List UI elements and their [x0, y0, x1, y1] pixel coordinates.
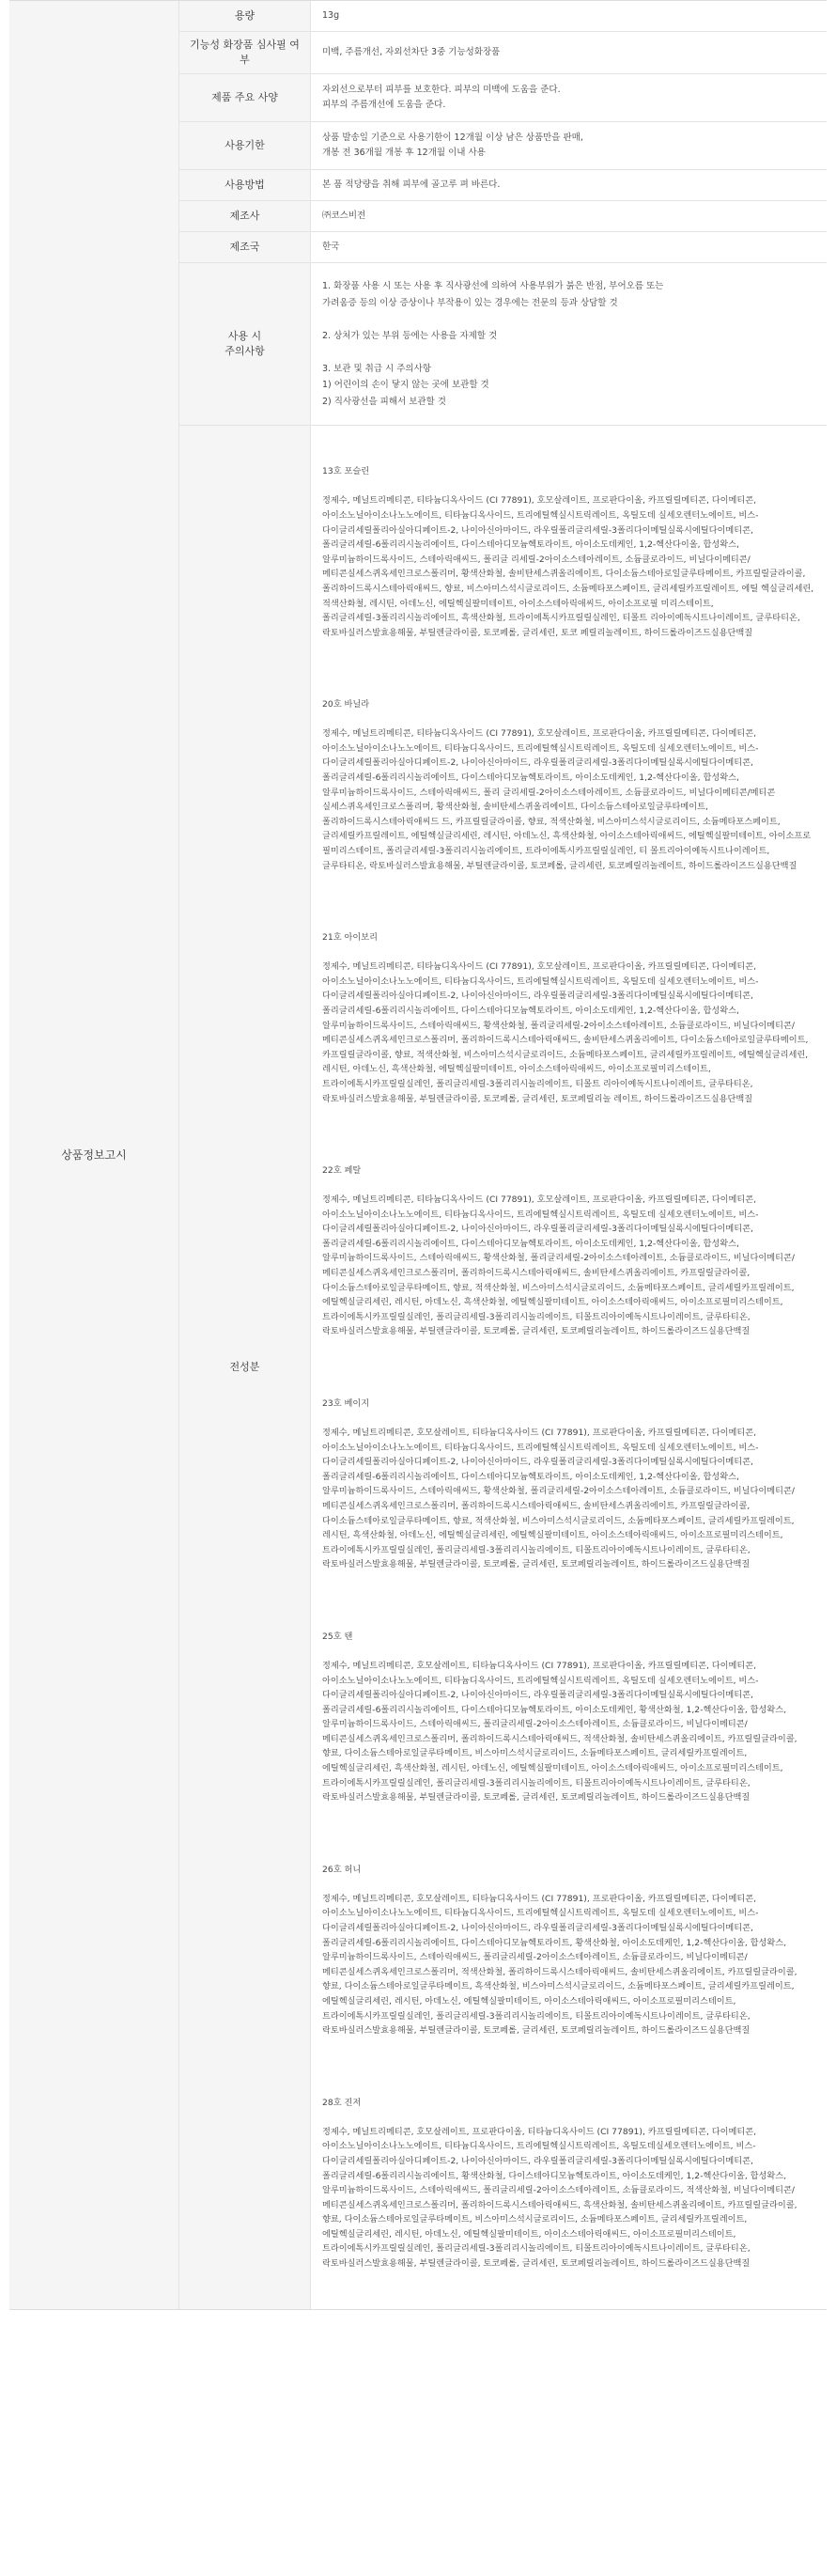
row-label: 사용방법 [179, 170, 311, 200]
row-value: 미백, 주름개선, 자외선차단 3중 기능성화장품 [322, 47, 501, 57]
shade-name: 23호 베이지 [322, 1397, 370, 1409]
row-value: 상품 발송일 기준으로 사용기한이 12개월 이상 남은 상품만을 판매, 개봉 전 36개월 개봉 후 12개월 이내 사용 [322, 133, 583, 158]
row-value: 13g [322, 10, 340, 21]
row-label: 기능성 화장품 심사필 여부 [179, 32, 311, 73]
row-caution [179, 263, 827, 426]
row-value: 자외선으로부터 피부를 보호한다. 피부의 미백에 도움을 준다. 피부의 주름개선에 도움을 준다. [322, 85, 561, 110]
ingredient-text: 정제수, 메닐트리메티콘, 티타늄디옥사이드 (CI 77891), 호모살레이트, 프로판다이올, 카프릴릴메티콘, 다이메티콘, 아이소노닐아이소나노노에이트, 티타늄디옥사이드, 트리에틸헥실시트릭레이트, 옥틸도데 실세오렌터노에이트, 비스-다이글리세릴폴리아실아디페이트-2, 나이아신아마이드, 라우릴폴리글리세릴-3폴리다이메틸실록시에틸다이메티콘, 폴리글리세릴-6폴리리시놀리에이트, 다이스테아디모늄헥토라이트, 아이소도데케인, 1,2-헥산다이올, 합성왁스, 알루미늄하이드록사이드, 스테아릭애씨드, 황색산화철, 폴리글리세릴-2아이소스테아레이트, 소듐클로라이드, 비닐다이메티콘/메티콘실세스퀴옥세인크로스폴리머, 폴리하이드록시스테아릭애씨드, 솔비탄세스퀴올리에이트, 카프릴릴글라이콜, 다이소듐스테아로일글루타메이트, 향료, 적색산화철, 비스아미스석시글로리이드, 소듐메타포스페이트, 글리세릴카프릴레이트, 에틸헥실글리세린, 레시틴, 아데노신, 흑색산화철, 에틸헥실팔미테이트, 아이소스테아릭애씨드, 아이소프로필미리스테이트, 트라이에톡시카프릴릴실레인, 폴리글리세릴-3폴리리시놀리에이트, 티몰트리아이예독시트나이레이트, 글루타티온, 락토바실러스발효용해물, 부틸렌글라이콜, 토코페롤, 글리세린, 토코페릴리놀레이트, 하이드롤라이즈드실용단백질 [322, 1194, 795, 1337]
row-label: 제조국 [179, 232, 311, 262]
shade-name: 21호 아이보리 [322, 932, 378, 943]
row-expiry [179, 122, 827, 170]
row-value: ㈜코스비전 [322, 211, 366, 221]
row-value: 한국 [322, 242, 340, 252]
ingredient-block [322, 2081, 815, 2286]
ingredient-text: 정제수, 메닐트리메티콘, 티타늄디옥사이드 (CI 77891), 호모살레이트, 프로판다이올, 카프릴릴메티콘, 다이메티콘, 아이소노닐아이소나노노에이트, 티타늄디옥사이드, 트리에틸헥실시트릭레이트, 옥틸도데 실세오렌터노에이트, 비스-다이글리세릴폴리아실아디페이트-2, 나이아신아마이드, 라우릴폴리글리세릴-3폴리다이메틸실록시에틸다이메티콘, 폴리글리세릴-6폴리리시놀리에이트, 다이스테아디모늄헥토라이트, 아이소도데케인, 1,2-헥산다이올, 합성왁스, 알루미늄하이드록사이드, 스테아릭애씨드, 황색산화철, 폴리글리세릴-2아이소스테아레이트, 소듐클로라이드, 비닐다이메티콘/메티콘실세스퀴옥세인크로스폴리머, 폴리하이드록시스테아릭애씨드, 솔비탄세스퀴올리에이트, 다이소듐스테아로일글루타메이트, 카프릴릴글라이콜, 향료, 적색산화철, 비스아미스석시글로리이드, 소듐메타포스페이트, 글리세릴카프릴레이트, 에틸헥실글리세린, 레시틴, 아데노신, 흑색산화철, 에틸헥실팔미테이트, 아이소스테아릭애씨드, 아이소프로필미리스테이트, 트라이에톡시카프릴릴실레인, 폴리글리세릴-3폴리리시놀리에이트, 티몰트 리아이예독시트나이레이트, 글루타티온, 락토바실러스발효용해물, 부틸렌글라이콜, 토코페롤, 글리세린, 토코페릴리놀 레이트, 하이드롤라이즈드실용단백질 [322, 961, 809, 1104]
ingredient-text: 정제수, 메닐트리메티콘, 호모살레이트, 프로판다이올, 티타늄디옥사이드 (CI 77891), 카프릴릴메티콘, 다이메티콘, 아이소노닐아이소나노노에이트, 티타늄디옥사이드, 트리에틸헥실시트릭레이트, 옥틸도데실세오렌터노에이트, 비스-다이글리세릴폴리아실아디페이트-2, 나이아신아마이드, 라우릴폴리글리세릴-3폴리다이메틸실록시에틸다이메티콘, 폴리글리세릴-6폴리리시놀리에이트, 황색산화철, 다이스테아디모늄헥토라이트, 아이소도데케인, 1,2-헥산다이올, 합성왁스, 알루미늄하이드록사이드, 스테아릭애씨드, 폴리글리세릴-2아이소스테아레이트, 소듐클로라이드, 적색산화철, 비닐다이메티콘/메티콘실세스퀴옥세인크로스폴리머, 폴리하이드록시스테아릭애씨드, 흑색산화철, 솔비탄세스퀴올리에이트, 카프릴릴글라이콜, 향료, 다이소듐스테아로일글루타메이트, 비스아미스석시글로리이드, 소듐메타포스페이트, 글리세릴카프릴레이트, 에틸헥실글리세린, 레시틴, 아데노신, 에틸헥실팔미테이트, 아이소스테아릭애씨드, 아이소프로필미리스테이트, 트라이에톡시카프릴릴실레인, 폴리글리세릴-3폴리리시놀리에이트, 티몰트리아이예독시트나이레이트, 글루타티온, 락토바실러스발효용해물, 부틸렌글라이콜, 토코페롤, 글리세린, 토코페릴리놀레이트, 하이드롤라이즈드실용단백질 [322, 2126, 797, 2270]
ingredient-block [322, 1848, 815, 2053]
ingredient-block [322, 915, 815, 1120]
shade-name: 28호 진저 [322, 2097, 362, 2108]
ingredient-block [322, 1148, 815, 1353]
product-info-table [9, 0, 827, 2310]
ingredient-block [322, 683, 815, 888]
ingredients-list [311, 426, 827, 2309]
ingredient-text: 정제수, 메닐트리메티콘, 호모살레이트, 티타늄디옥사이드 (CI 77891), 프로판다이올, 카프릴릴메티콘, 다이메티콘, 아이소노닐아이소나노노에이트, 티타늄디옥사이드, 트리에틸헥실시트릭레이트, 옥틸도데 실세오렌터노에이트, 비스-다이글리세릴폴리아실아디페이트-2, 나이아신아마이드, 라우릴폴리글리세릴-3폴리다이메틸실록시에틸다이메티콘, 폴리글리세릴-6폴리리시놀리에이트, 다이스테아디모늄헥토라이트, 아이소도데케인, 황색산화철, 1,2-헥산다이올, 합성왁스, 알루미늄하이드록사이드, 스테아릭애씨드, 폴리글리세릴-2아이소스테아레이트, 소듐클로라이드, 비닐다이메티콘/메티콘실세스퀴옥세인크로스폴리머, 폴리하이드록시스테아릭애씨드, 적색산화철, 솔비탄세스퀴올리에이트, 카프릴릴글라이콜, 향료, 다이소듐스테아로일글루타메이트, 비스아미스석시글로리이드, 소듐메타포스페이트, 글리세릴카프릴레이트, 에틸헥실글리세린, 흑색산화철, 레시틴, 아데노신, 에틸헥실팔미테이트, 아이소스테아릭애씨드, 아이소프로필미리스테이트, 트라이에톡시카프릴릴실레인, 폴리글리세릴-3폴리리시놀리에이트, 티몰트리아이예독시트나이레이트, 글루타티온, 락토바실러스발효용해물, 부틸렌글라이콜, 토코페롤, 글리세린, 토코페릴리놀레이트, 하이드롤라이즈드실용단백질 [322, 1660, 797, 1803]
row-label: 전성분 [179, 426, 311, 2309]
row-capacity [179, 1, 827, 32]
ingredient-text: 정제수, 메닐트리메티콘, 호모살레이트, 티타늄디옥사이드 (CI 77891), 프로판다이올, 카프릴릴메티콘, 다이메티콘, 아이소노닐아이소나노노에이트, 티타늄디옥사이드, 트리에틸헥실시트릭레이트, 옥틸도데 실세오렌터노에이트, 비스-다이글리세릴폴리아실아디페이트-2, 나이아신아마이드, 라우릴폴리글리세릴-3폴리다이메틸실록시에틸다이메티콘, 폴리글리세릴-6폴리리시놀리에이트, 다이스테아디모늄헥토라이트, 아이소도데케인, 1,2-헥산다이올, 합성왁스, 알루미늄하이드록사이드, 스테아릭애씨드, 황색산화철, 폴리글리세릴-2아이소스테아레이트, 소듐클로라이드, 비닐다이메티콘/메티콘실세스퀴옥세인크로스폴리머, 폴리하이드록시스테아릭애씨드, 솔비탄세스퀴올리에이트, 카프릴릴글라이콜, 다이소듐스테아로일글루타메이트, 향료, 적색산화철, 비스아미스석시글로리이드, 소듐메타포스페이트, 글리세릴카프릴레이트, 레시틴, 흑색산화철, 아데노신, 에틸헥실글리세린, 에틸헥실팔미테이트, 아이소스테아릭애씨드, 아이소프로필미리스테이트, 트라이에톡시카프릴릴실레인, 폴리글리세릴-3폴리리시놀리에이트, 티몰트리아이예독시트나이레이트, 글루타티온, 락토바실러스발효용해물, 부틸렌글라이콜, 토코페롤, 글리세린, 토코페릴리놀레이트, 하이드롤라이즈드실용단백질 [322, 1428, 795, 1570]
row-country [179, 232, 827, 263]
shade-name: 22호 페탈 [322, 1164, 362, 1176]
ingredient-text: 정제수, 메닐트리메티콘, 티타늄디옥사이드 (CI 77891), 호모살레이트, 프로판다이올, 카프릴릴메티콘, 다이메티콘, 아이소노닐아이소나노노에이트, 티타늄디옥사이드, 트리에틸헥실시트릭레이트, 옥틸도데 실세오렌터노에이트, 비스-다이글리세릴폴리아실아디페이트-2, 나이아신아마이드, 라우릴폴리글리세릴-3폴리다이메틸실록시에틸다이메티콘, 폴리글리세릴-6폴리리시놀리에이트, 다이스테아디모늄헥토라이트, 아이소도데케인, 1,2-헥산다이올, 합성왁스, 알루미늄하이드록사이드, 스테아릭애씨드, 폴리 글리세릴-2아이소스테아레이트, 소듐클로라이드, 비닐다이메티콘/메티콘 실세스퀴옥세인크로스폴리머, 황색산화철, 솔비탄세스퀴올리에이트, 다이소듐스테아로일글루타메이트, 폴리하이드록시스테아릭애씨드 드, 카프릴릴글라이콜, 향료, 적색산화철, 비스아미스석시글로리이드, 소듐메타포스페이트, 글리세릴카프릴레이트, 에틸헥실글리세린, 레시틴, 아데노신, 흑색산화철, 아이소스테아릭애씨드, 에틸헥실팔미테이트, 아이소프로 필미리스테이트, 폴리글리세릴-3폴리리시놀리에이트, 트라이에톡시카프릴릴실레인, 티 몰트리아이예독시트나이레이트, 글루타티온, 락토바실러스발효용해물, 부틸렌글라이콜, 토코페롤, 글리세린, 토코페릴리놀레이트, 하이드롤라이즈드실용단백질 [322, 728, 812, 871]
info-rows [179, 1, 827, 2309]
row-label: 용량 [179, 1, 311, 31]
row-label: 사용 시 주의사항 [179, 263, 311, 425]
row-label: 제조사 [179, 201, 311, 231]
row-value: 본 품 적당량을 취해 피부에 골고루 펴 바른다. [322, 180, 501, 190]
row-ingredients [179, 426, 827, 2309]
row-main-spec [179, 74, 827, 122]
ingredient-text: 정제수, 메닐트리메티콘, 호모살레이트, 티타늄디옥사이드 (CI 77891), 프로판다이올, 카프릴릴메티콘, 다이메티콘, 아이소노닐아이소나노노에이트, 티타늄디옥사이드, 트리에틸헥실시트릭레이트, 옥틸도데 실세오렌터노에이트, 비스-다이글리세릴폴리아실아디페이트-2, 나이아신아마이드, 라우릴폴리글리세릴-3폴리다이메틸실록시에틸다이메티콘, 폴리글리세릴-6폴리리시놀리에이트, 다이스테아디모늄헥토라이트, 황색산화철, 아이소도데케인, 1,2-헥산다이올, 합성왁스, 알루미늄하이드록사이드, 스테아릭애씨드, 폴리글리세릴-2아이소스테아레이트, 소듐클로라이드, 비닐다이메티콘/메티콘실세스퀴옥세인크로스폴리머, 적색산화철, 폴리하이드록시스테아릭애씨드, 솔비탄세스퀴올리에이트, 카프릴릴글라이콜, 향료, 다이소듐스테아로일글루타메이트, 흑색산화철, 비스아미스석시글로리이드, 소듐메타포스페이트, 글리세릴카프릴레이트, 에틸헥실글리세린, 레시틴, 아데노신, 에틸헥실팔미테이트, 아이소스테아릭애씨드, 아이소프로필미리스테이트, 트라이에톡시카프릴릴실레인, 폴리글리세릴-3폴리리시놀리에이트, 티몰트리아이예독시트나이레이트, 글루타티온, 락토바실러스발효용해물, 부틸렌글라이콜, 토코페롤, 글리세린, 토코페릴리놀레이트, 하이드롤라이즈드실용단백질 [322, 1893, 797, 2037]
ingredient-block [322, 1615, 815, 1819]
row-usage [179, 170, 827, 201]
shade-name: 20호 바닐라 [322, 699, 370, 710]
row-manufacturer [179, 201, 827, 232]
row-functional-cosmetic [179, 32, 827, 74]
shade-name: 13호 포슬린 [322, 466, 370, 477]
shade-name: 26호 허니 [322, 1864, 362, 1875]
row-label: 제품 주요 사양 [179, 74, 311, 121]
shade-name: 25호 탠 [322, 1631, 353, 1642]
row-label: 사용기한 [179, 122, 311, 169]
section-title: 상품정보고시 [9, 1, 179, 2309]
ingredient-block [322, 1382, 815, 1586]
row-value: 1. 화장품 사용 시 또는 사용 후 직사광선에 의하여 사용부위가 붉은 반점, 부어오름 또는 가려움증 등의 이상 증상이나 부작용이 있는 경우에는 전문의 등과 상담할 것 2. 상처가 있는 부위 등에는 사용을 자제할 것 3. 보관 및 취급 시 주의사항 1) 어린이의 손이 닿지 않는 곳에 보관할 것 2) 직사광선을 피해서 보관할 것 [322, 281, 664, 407]
ingredient-block [322, 450, 815, 655]
ingredient-text: 정제수, 메닐트리메티콘, 티타늄디옥사이드 (CI 77891), 호모살레이트, 프로판다이올, 카프릴릴메티콘, 다이메티콘, 아이소노닐아이소나노노에이트, 티타늄디옥사이드, 트리에틸헥실시트릭레이트, 옥틸도데 실세오렌터노에이트, 비스-다이글리세릴폴리아실아디페이트-2, 나이아신아마이드, 라우릴폴리글리세릴-3폴리다이메틸실록시에틸다이메티콘, 폴리글리세릴-6폴리리시놀리에이트, 다이스테아디모늄헥토라이트, 아이소도데케인, 1,2-헥산다이올, 합성왁스, 알루미늄하이드록사이드, 스테아릭애씨드, 폴리글 리세릴-2아이소스테아레이트, 소듐클로라이드, 비닐다이메티콘/메티콘실세스퀴옥세인크로스폴리머, 황색산화철, 솔비탄세스퀴올리에이트, 다이소듐스테아로일글루타메이트, 카프릴릴글라이콜, 폴리하이드록시스테아릭애씨드, 향료, 비스아미스석시글로리이드, 소듐메타포스페이트, 글리세릴카프릴레이트, 에틸 헥실글리세린, 적색산화철, 레시틴, 아데노신, 에틸헥실팔미테이트, 아이소스테아릭애씨드, 아이소프로필 미리스테이트, 폴리글리세릴-3폴리리시놀리에이트, 흑색산화철, 트라이에톡시카프릴릴실레인, 티몰트 리아이예독시트나이레이트, 글루타티온, 락토바실러스발효용해물, 부틸렌글라이콜, 토코페롤, 글리세린, 토코 페릴리놀레이트, 하이드롤라이즈드실용단백질 [322, 495, 814, 638]
